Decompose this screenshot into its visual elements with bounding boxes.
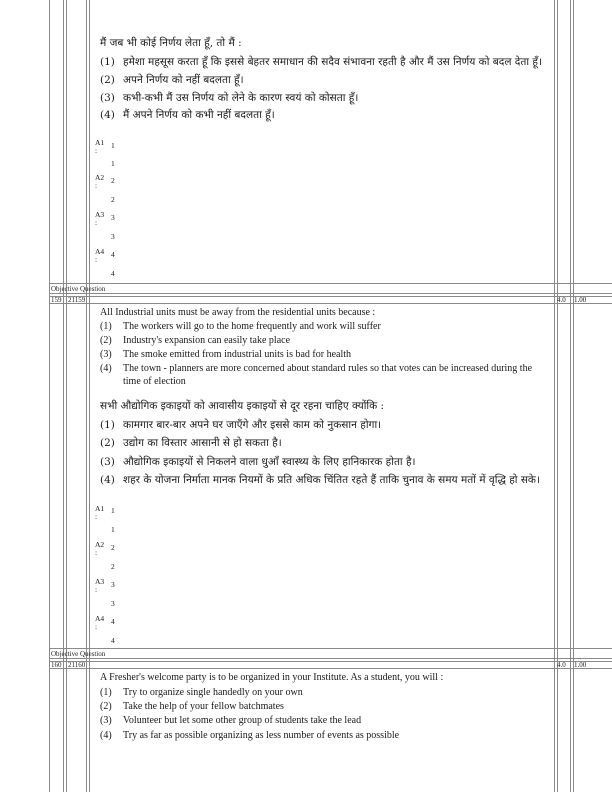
option-text-english: Industry's expansion can easily take place xyxy=(123,335,291,346)
option-text-hindi: उद्योग का विस्तार आसानी से हो सकता है। xyxy=(123,437,282,449)
row-separator xyxy=(49,303,612,304)
grid-line xyxy=(554,0,555,792)
option-text-hindi: कभी-कभी मैं उस निर्णय को लेने के कारण स्वयं को कोसता हूँ। xyxy=(123,92,359,104)
option-number: (4) xyxy=(100,474,115,486)
question-marks: 4.0 xyxy=(557,661,566,669)
answer-value: 1 xyxy=(111,159,115,168)
option-number: (2) xyxy=(100,437,115,449)
row-separator xyxy=(49,668,612,669)
answer-label: A3 xyxy=(95,210,105,219)
row-separator xyxy=(49,283,612,284)
answer-label: A2 xyxy=(95,540,105,549)
option-number: (1) xyxy=(100,687,112,698)
option-text-hindi: कामगार बार-बार अपने घर जाएँगे और इससे काम को नुकसान होगा। xyxy=(123,419,382,431)
answer-colon: : xyxy=(95,585,98,594)
option-text-hindi: अपने निर्णय को नहीं बदलता हूँ। xyxy=(123,74,244,86)
answer-colon: : xyxy=(95,146,98,155)
question-stem-hindi: मैं जब भी कोई निर्णय लेता हूँ, तो मैं : xyxy=(100,37,242,49)
question-stem-hindi: सभी औद्योगिक इकाइयों को आवासीय इकाइयों से दूर रहना चाहिए क्योंकि : xyxy=(100,400,385,412)
option-number: (4) xyxy=(100,363,112,374)
answer-colon: : xyxy=(95,218,98,227)
option-number: (1) xyxy=(100,56,115,68)
option-text-hindi: शहर के योजना निर्माता मानक नियमों के प्रति अधिक चिंतित रहते हैं ताकि चुनाव के समय मतों में वृद्धि हो सके। xyxy=(123,474,540,486)
answer-value: 4 xyxy=(111,617,115,626)
row-separator xyxy=(49,658,612,659)
answer-colon: : xyxy=(95,255,98,264)
answer-value: 2 xyxy=(111,562,115,571)
answer-value: 2 xyxy=(111,176,115,185)
grid-line xyxy=(86,0,87,792)
option-number: (3) xyxy=(100,715,112,726)
answer-colon: : xyxy=(95,512,98,521)
option-text-english: The town - planners are more concerned about standard rules so that votes can be increased during the time of election xyxy=(123,363,533,387)
answer-value: 3 xyxy=(111,599,115,608)
question-type-label: Objective Question xyxy=(51,285,106,293)
answer-value: 3 xyxy=(111,213,115,222)
option-number: (2) xyxy=(100,335,112,346)
option-number: (3) xyxy=(100,349,112,360)
question-type-label: Objective Question xyxy=(51,650,106,658)
option-number: (4) xyxy=(100,109,115,121)
row-separator xyxy=(49,296,612,297)
answer-value: 1 xyxy=(111,506,115,515)
question-marks: 4.0 xyxy=(557,296,566,304)
answer-value: 1 xyxy=(111,141,115,150)
answer-value: 1 xyxy=(111,525,115,534)
option-text-hindi: मैं अपने निर्णय को कभी नहीं बदलता हूँ। xyxy=(123,109,275,121)
option-text-english: Volunteer but let some other group of students take the lead xyxy=(123,715,362,726)
option-number: (3) xyxy=(100,92,115,104)
option-number: (4) xyxy=(100,730,112,741)
row-separator xyxy=(49,293,612,294)
grid-line xyxy=(573,0,574,792)
option-number: (3) xyxy=(100,456,115,468)
grid-line xyxy=(66,0,67,792)
question-stem-english: All Industrial units must be away from the residential units because : xyxy=(100,307,376,318)
option-text-hindi: औद्योगिक इकाइयों से निकलने वाला धुआँ स्वास्थ्य के लिए हानिकारक होता है। xyxy=(123,456,416,468)
option-text-hindi: हमेशा महसूस करता हूँ कि इससे बेहतर समाधान की सदैव संभावना रहती है और मैं उस निर्णय को बदल देता हूँ। xyxy=(123,56,542,68)
option-text-english: Take the help of your fellow batchmates xyxy=(123,701,284,712)
question-negative-marks: 1.00 xyxy=(574,661,587,669)
answer-label: A2 xyxy=(95,173,105,182)
option-text-english: The workers will go to the home frequently and work will suffer xyxy=(123,321,381,332)
grid-line xyxy=(570,0,571,792)
answer-label: A4 xyxy=(95,614,105,623)
answer-value: 4 xyxy=(111,250,115,259)
option-number: (2) xyxy=(100,701,112,712)
answer-value: 4 xyxy=(111,636,115,645)
option-number: (2) xyxy=(100,74,115,86)
answer-colon: : xyxy=(95,548,98,557)
answer-label: A3 xyxy=(95,577,105,586)
option-number: (1) xyxy=(100,419,115,431)
option-text-english: Try to organize single handedly on your own xyxy=(123,687,303,698)
answer-value: 2 xyxy=(111,543,115,552)
answer-value: 2 xyxy=(111,195,115,204)
option-number: (1) xyxy=(100,321,112,332)
question-serial: 160 xyxy=(51,661,62,669)
answer-value: 3 xyxy=(111,232,115,241)
question-serial: 159 xyxy=(51,296,62,304)
answer-colon: : xyxy=(95,181,98,190)
question-negative-marks: 1.00 xyxy=(574,296,587,304)
grid-line xyxy=(557,0,558,792)
grid-line xyxy=(89,0,90,792)
option-text-english: The smoke emitted from industrial units is bad for health xyxy=(123,349,352,360)
row-separator xyxy=(49,648,612,649)
answer-label: A1 xyxy=(95,504,105,513)
option-text-english: Try as far as possible organizing as less number of events as possible xyxy=(123,730,400,741)
question-stem-english: A Fresher's welcome party is to be organized in your Institute. As a student, you will : xyxy=(100,672,444,683)
answer-label: A1 xyxy=(95,138,105,147)
answer-label: A4 xyxy=(95,247,105,256)
answer-value: 3 xyxy=(111,580,115,589)
row-separator xyxy=(49,661,612,662)
grid-line xyxy=(63,0,64,792)
grid-line xyxy=(49,0,50,792)
answer-value: 4 xyxy=(111,269,115,278)
answer-colon: : xyxy=(95,622,98,631)
question-id: 21160 xyxy=(68,661,86,669)
question-id: 21159 xyxy=(68,296,86,304)
